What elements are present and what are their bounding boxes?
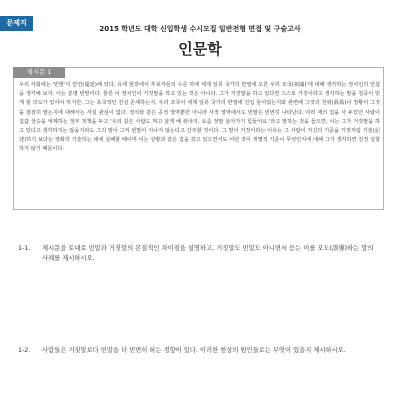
question-number: 1-2. (18, 347, 31, 354)
problem-sheet-badge: 문제지 (0, 16, 33, 31)
subject-title: 인문학 (178, 40, 222, 58)
exam-title: 2015 학년도 대학 신입학생 수시모집 일반전형 면접 및 구술고사 (99, 25, 301, 33)
passage-box (13, 67, 384, 210)
question-text: 사람들은 거짓말보다 빈말을 더 빈번히 하는 경향이 있다. 이러한 현상의 원인들로는 무엇이 있을지 제시하시오. (42, 347, 346, 354)
question-text: 제시문을 토대로 빈말과 거짓말의 본질적인 차이점을 설명하고, 거짓말도 빈말도 아니면서 듣는 이를 오도(誤導)하는 말의 사례를 제시하시오. (42, 245, 374, 262)
passage-text: 우리 사회에는 '빈말'이 만연(蔓延)해 있다. 유세 현장에서 후보자들의 수준 하에 세계 일류 국가의 반열에 오른 우리 조국(祖國)'에 대해 생각하는 정치인의 연설을 생각해 보자. 이는 분명 빈말이다. 물론 이 정치인이 거짓말을 하고 있는 것은 아니다. 그가 거짓말을 하고 있다면 스스로 거짓이라고 생각하는 말을 청중이 믿게 할 의도가 있어야 하지만, 그는 초국적인 진실 존재하는지, 우리 조국이 세계 일류 국가의 반열에 진입 들어섰는지와 관련해 그것의 진위(眞僞)나 정황이 그것을 잠잠히 말는지에 대해서는 사실 관심이 없다. 정치와 같은 공적 영역뿐만 아니라 사적 영역에서도 빈말은 빈번히 나타난다. 여러 재의 집을 사 두었던 사람이 집값 상승을 억제하는 정부 정책을 두고 '우리 같은 사람도 먹고 살게 해 줘야지, 요즘 정말 살아가기 힘들어요.'라고 말하는 것을 들으면, 이는 그가 거짓말을 하고 있다고 생각하지는 않을지라도 그의 말이 그저 빈말이 지나지 않는다고 간주할 것이다. 그 말이 거짓이라는 이유는 그 사람이 자신의 기준을 거짓처럼 기술(記述)하기 보다는 정확히 기술하는 데에 실패할 때이며 이는 상황과 같은 집을 갖고 있으면서도 어떤 것이 개별적 기준이 무엇인지에 대해 그가 생각하면 진정 성찰하지 않기 때문이다. (19, 82, 380, 153)
question-number: 1-1. (18, 245, 31, 252)
passage-label: 제시문 1 (13, 67, 65, 78)
